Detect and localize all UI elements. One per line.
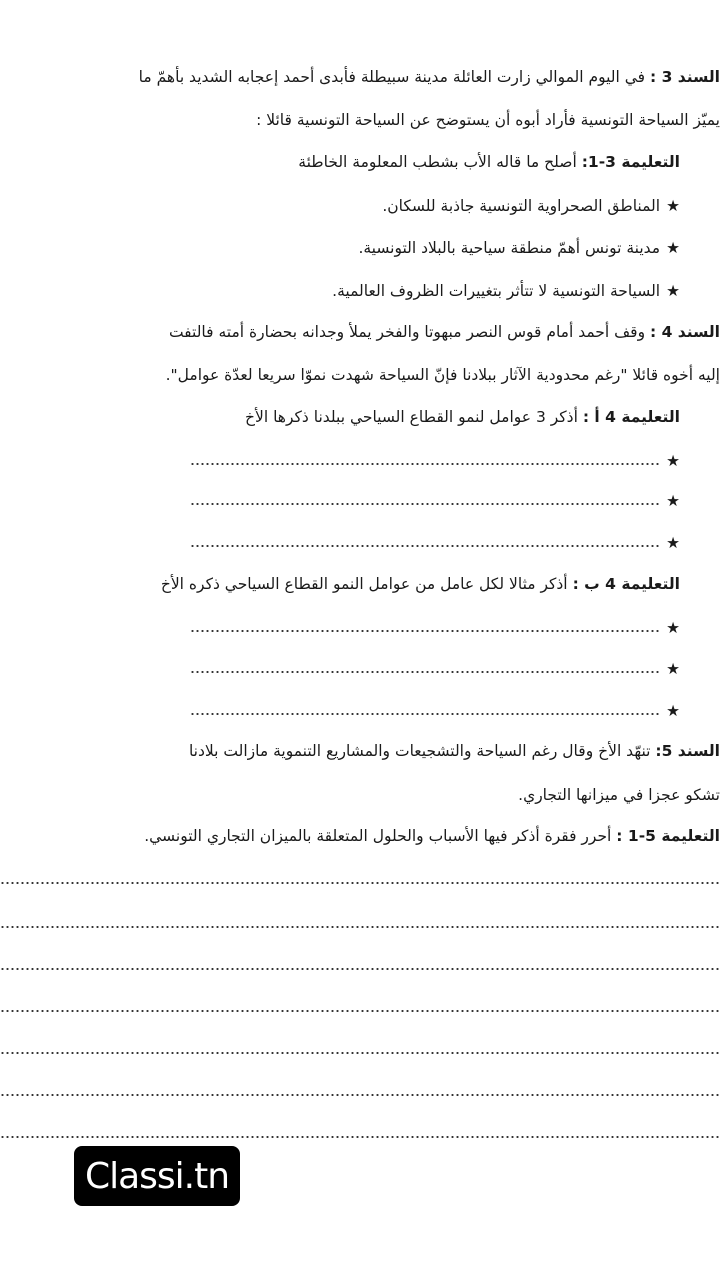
writing-line[interactable] [0,1008,720,1014]
doc3-text-2: يميّز السياحة التونسية فأراد أبوه أن يستوضح عن السياحة التونسية قائلا : [256,111,720,129]
task4b-text: أذكر مثالا لكل عامل من عوامل النمو القطاع السياحي ذكره الأخ [160,575,568,593]
star-icon: ★ [666,534,680,552]
doc3-text-1: في اليوم الموالي زارت العائلة مدينة سبيطلة فأبدى أحمد إعجابه الشديد بأهمّ ما [138,68,646,86]
star-icon: ★ [666,492,680,510]
answer-dotted-line[interactable] [190,660,660,674]
task4b-answer-1[interactable] [190,617,680,639]
doc4-text-2: إليه أخوه قائلا "رغم محدودية الآثار ببلادنا فإنّ السياحة شهدت نموّا سريعا لعدّة عوامل". [165,366,720,384]
star-icon: ★ [666,660,680,678]
task4a-answer-3[interactable] [190,532,680,554]
star-icon: ★ [666,239,680,257]
star-icon: ★ [666,282,680,300]
writing-line[interactable] [0,1092,720,1098]
answer-dotted-line[interactable] [190,534,660,548]
task51-line [144,825,720,847]
doc4-line2 [166,364,720,386]
doc5-text-2: تشكو عجزا في ميزانها التجاري. [518,786,720,804]
doc4-text-1: وقف أحمد أمام قوس النصر مبهوتا والفخر يملأ وجدانه بحضارة أمته فالتفت [168,323,646,341]
task31-item-2-text: مدينة تونس أهمّ منطقة سياحية بالبلاد التونسية. [358,239,661,257]
task31-item-1 [382,195,680,217]
doc5-line2 [518,784,720,806]
doc5-text-1: تنهّد الأخ وقال رغم السياحة والتشجيعات والمشاريع التنموية مازالت بلادنا [188,742,651,760]
writing-line[interactable] [0,880,720,886]
answer-dotted-line[interactable] [190,702,660,716]
task4a-text: أذكر 3 عوامل لنمو القطاع السياحي ببلدنا ذكرها الأخ [244,408,578,426]
task31-item-1-text: المناطق الصحراوية التونسية جاذبة للسكان. [382,197,661,215]
writing-line[interactable] [0,966,720,972]
answer-dotted-line[interactable] [190,492,660,506]
doc4-line1 [169,321,720,343]
star-icon: ★ [666,197,680,215]
doc5-line1 [189,740,720,762]
writing-line[interactable] [0,1050,720,1056]
task4a-answer-1[interactable] [190,450,680,472]
task31-item-3 [332,280,680,302]
star-icon: ★ [666,702,680,720]
task51-text: أحرر فقرة أذكر فيها الأسباب والحلول المتعلقة بالميزان التجاري التونسي. [144,827,612,845]
task31-text: أصلح ما قاله الأب بشطب المعلومة الخاطئة [298,153,577,171]
task31-label: التعليمة 3-1: [581,153,680,171]
task4b-answer-2[interactable] [190,658,680,680]
writing-line[interactable] [0,924,720,930]
task4a-answer-2[interactable] [190,490,680,512]
task4b-answer-3[interactable] [190,700,680,722]
star-icon: ★ [666,619,680,637]
watermark-text: Classi.tn [84,1155,230,1197]
task31-item-2 [358,237,680,259]
doc4-label: السند 4 : [650,323,720,341]
answer-dotted-line[interactable] [190,619,660,633]
doc3-line1 [139,66,720,88]
doc5-label: السند 5: [655,742,720,760]
task31-item-3-text: السياحة التونسية لا تتأثر بتغييرات الظروف العالمية. [332,282,661,300]
classi-watermark-badge [74,1146,240,1206]
writing-line[interactable] [0,1134,720,1140]
task4a-label: التعليمة 4 أ : [582,408,680,426]
task4b-label: التعليمة 4 ب : [572,575,680,593]
answer-dotted-line[interactable] [190,452,660,466]
task51-label: التعليمة 5-1 : [616,827,720,845]
task31-line [298,151,680,173]
star-icon: ★ [666,452,680,470]
doc3-label: السند 3 : [650,68,720,86]
doc3-line2 [256,109,720,131]
task4a-line [245,406,680,428]
task4b-line [161,573,680,595]
